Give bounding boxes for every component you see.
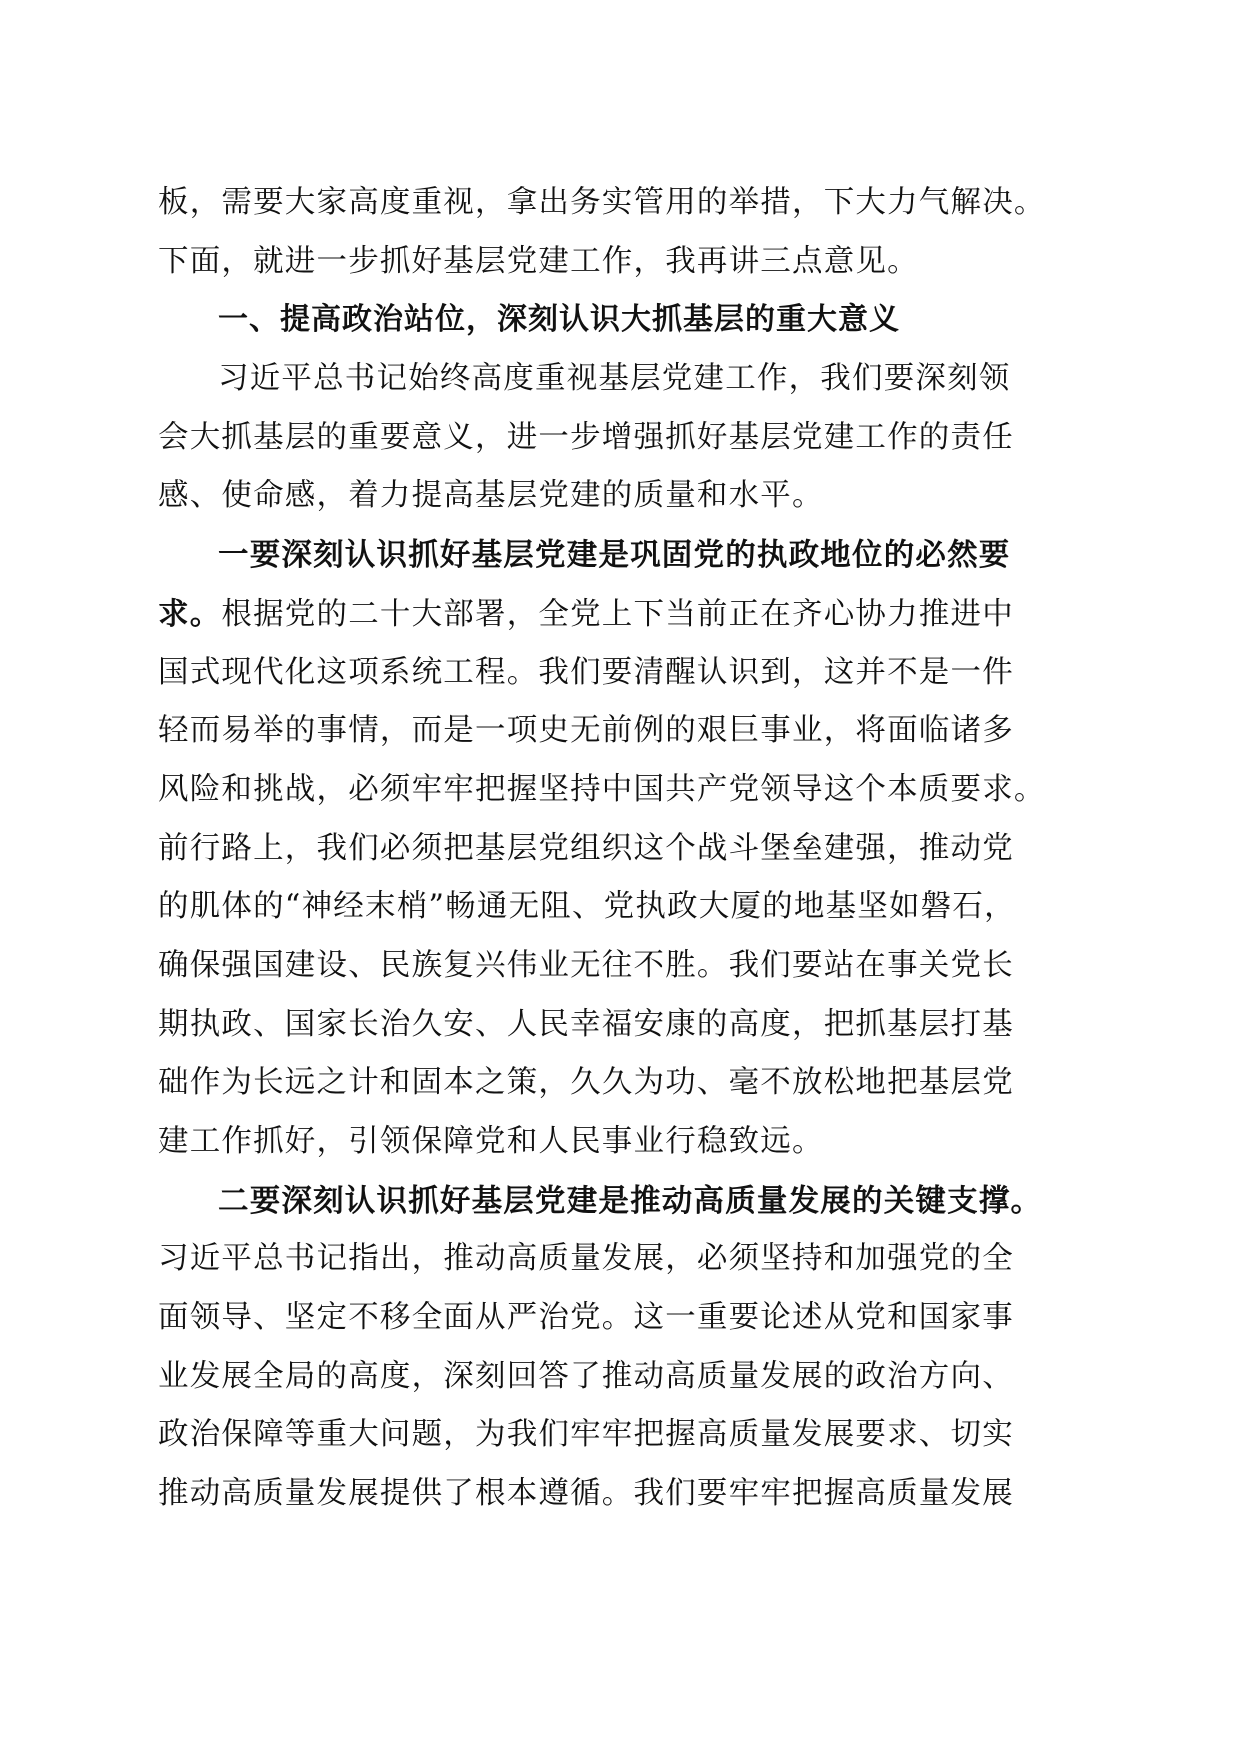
- paragraph-line: 的肌体的“神经末梢”畅通无阻、党执政大厦的地基坚如磐石，: [158, 889, 1016, 925]
- subheading-tail: 求。: [158, 595, 222, 632]
- paragraph-line: 业发展全局的高度，深刻回答了推动高质量发展的政治方向、: [158, 1358, 1014, 1394]
- paragraph-line: 础作为长远之计和固本之策，久久为功、毫不放松地把基层党: [158, 1065, 1014, 1101]
- paragraph-line: 前行路上，我们必须把基层党组织这个战斗堡垒建强，推动党: [158, 830, 1014, 866]
- paragraph-line: 面领导、坚定不移全面从严治党。这一重要论述从党和国家事: [158, 1300, 1014, 1336]
- paragraph-text: 根据党的二十大部署，全党上下当前正在齐心协力推进中: [221, 596, 1014, 632]
- paragraph-line: [158, 585, 1078, 644]
- section-heading: 一、提高政治站位，深刻认识大抓基层的重大意义: [218, 302, 900, 338]
- document-body: [158, 174, 1078, 1524]
- paragraph-line: 轻而易举的事情，而是一项史无前例的艰巨事业，将面临诸多: [158, 713, 1014, 749]
- paragraph-line: 期执政、国家长治久安、人民幸福安康的高度，把抓基层打基: [158, 1006, 1014, 1042]
- paragraph-line: 推动高质量发展提供了根本遵循。我们要牢牢把握高质量发展: [158, 1476, 1014, 1512]
- paragraph-line: 会大抓基层的重要意义，进一步增强抓好基层党建工作的责任: [158, 419, 1014, 455]
- paragraph-line: 习近平总书记指出，推动高质量发展，必须坚持和加强党的全: [158, 1241, 1014, 1277]
- paragraph-line: 感、使命感，着力提高基层党建的质量和水平。: [158, 478, 824, 514]
- subheading-line: 二要深刻认识抓好基层党建是推动高质量发展的关键支撑。: [218, 1182, 1043, 1219]
- paragraph-line: 政治保障等重大问题，为我们牢牢把握高质量发展要求、切实: [158, 1417, 1014, 1453]
- paragraph-line: 下面，就进一步抓好基层党建工作，我再讲三点意见。: [158, 243, 919, 279]
- paragraph-line: 建工作抓好，引领保障党和人民事业行稳致远。: [158, 1124, 824, 1159]
- paragraph-line: 风险和挑战，必须牢牢把握坚持中国共产党领导这个本质要求。: [158, 771, 1046, 807]
- paragraph-line: 国式现代化这项系统工程。我们要清醒认识到，这并不是一件: [158, 654, 1014, 690]
- paragraph-line: 板，需要大家高度重视，拿出务实管用的举措，下大力气解决。: [158, 185, 1046, 220]
- subheading-line: 一要深刻认识抓好基层党建是巩固党的执政地位的必然要: [218, 537, 1011, 574]
- paragraph-line: 确保强国建设、民族复兴伟业无往不胜。我们要站在事关党长: [158, 947, 1014, 983]
- paragraph-line: 习近平总书记始终高度重视基层党建工作，我们要深刻领: [218, 361, 1011, 397]
